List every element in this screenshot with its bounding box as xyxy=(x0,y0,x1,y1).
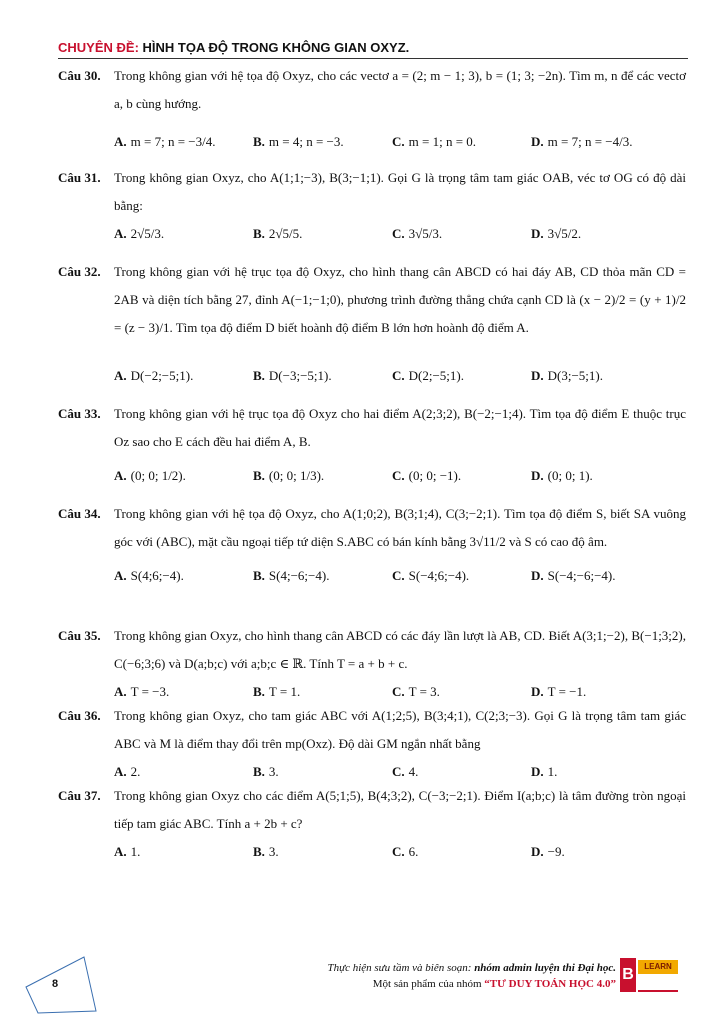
option-d: D. −9. xyxy=(531,844,565,859)
header-tag: CHUYÊN ĐỀ: xyxy=(58,40,139,55)
option-a: A. 2√5/3. xyxy=(114,226,165,241)
option-d: D. (0; 0; 1). xyxy=(531,468,593,483)
question-31 xyxy=(58,164,686,248)
question-number: Câu 34. xyxy=(58,506,101,521)
question-number: Câu 31. xyxy=(58,170,101,185)
header-title: HÌNH TỌA ĐỘ TRONG KHÔNG GIAN OXYZ. xyxy=(138,40,410,55)
question-34 xyxy=(58,500,686,590)
option-a: A. S(4;6;−4). xyxy=(114,568,184,583)
option-a: A. 2. xyxy=(114,764,141,779)
logo-letter: B xyxy=(620,958,636,992)
page-number: 8 xyxy=(52,978,59,990)
option-c: C. (0; 0; −1). xyxy=(392,468,462,483)
question-text: Trong không gian với hệ trục tọa độ Oxyz cho hai điểm A(2;3;2), B(−2;−1;4). Tìm tọa độ điểm E thuộc trục Oz sao cho E cách đều hai điểm A, B. xyxy=(114,406,686,449)
option-b: B. T = 1. xyxy=(253,684,301,699)
option-d: D. 1. xyxy=(531,764,558,779)
option-b: B. D(−3;−5;1). xyxy=(253,368,332,383)
option-c: C. 6. xyxy=(392,844,419,859)
option-b: B. 2√5/5. xyxy=(253,226,303,241)
option-d: D. m = 7; n = −4/3. xyxy=(531,134,633,149)
option-b: B. S(4;−6;−4). xyxy=(253,568,330,583)
question-text: Trong không gian với hệ tọa độ Oxyz, cho A(1;0;2), B(3;1;4), C(3;−2;1). Tìm tọa độ điểm S, biết SA vuông góc với (ABC), mặt cầu ngoại tiếp tứ diện S.ABC có bán kính bằng 3√11/2 và S có cao độ âm. xyxy=(114,506,686,549)
question-number: Câu 32. xyxy=(58,264,101,279)
question-number: Câu 37. xyxy=(58,788,101,803)
option-b: B. m = 4; n = −3. xyxy=(253,134,344,149)
logo-word: LEARN xyxy=(638,960,678,974)
question-text: Trong không gian Oxyz, cho tam giác ABC với A(1;2;5), B(3;4;1), C(2;3;−3). Gọi G là trọng tâm tam giác ABC và M là điểm thay đổi trên mp(Oxz). Độ dài GM ngắn nhất bằng xyxy=(114,708,686,751)
question-36 xyxy=(58,702,686,786)
question-number: Câu 35. xyxy=(58,628,101,643)
option-a: A. T = −3. xyxy=(114,684,170,699)
question-text: Trong không gian Oxyz, cho hình thang cân ABCD có các đáy lần lượt là AB, CD. Biết A(3;1;−2), B(−1;3;2), C(−6;3;6) và D(a;b;c) với a;b;c ∈ ℝ. Tính T = a + b + c. xyxy=(114,628,686,671)
option-d: D. 3√5/2. xyxy=(531,226,582,241)
question-30 xyxy=(58,62,686,156)
option-d: D. S(−4;−6;−4). xyxy=(531,568,616,583)
logo-underline xyxy=(638,978,678,992)
credit-line-1: Thực hiện sưu tầm và biên soạn: nhóm admin luyện thi Đại học. xyxy=(327,962,616,974)
question-35 xyxy=(58,622,686,706)
blearn-logo xyxy=(620,958,680,994)
question-text: Trong không gian với hệ trục tọa độ Oxyz, cho hình thang cân ABCD có hai đáy AB, CD thỏa mãn CD = 2AB và diện tích bằng 27, đỉnh A(−1;−1;0), phương trình đường thẳng chứa cạnh CD là (x − 2)/2 = (y + 1)/2 = (z − 3)/1. Tìm tọa độ điểm D biết hoành độ điểm B lớn hơn hoành độ điểm A. xyxy=(114,264,686,335)
question-text: Trong không gian với hệ tọa độ Oxyz, cho các vectơ a = (2; m − 1; 3), b = (1; 3; −2n). Tìm m, n để các vectơ a, b cùng hướng. xyxy=(114,68,686,111)
option-c: C. D(2;−5;1). xyxy=(392,368,464,383)
question-number: Câu 33. xyxy=(58,406,101,421)
option-b: B. (0; 0; 1/3). xyxy=(253,468,325,483)
option-d: D. T = −1. xyxy=(531,684,587,699)
page-header xyxy=(58,40,688,55)
question-number: Câu 36. xyxy=(58,708,101,723)
option-b: B. 3. xyxy=(253,844,279,859)
question-text: Trong không gian Oxyz, cho A(1;1;−3), B(3;−1;1). Gọi G là trọng tâm tam giác OAB, véc tơ OG có độ dài bằng: xyxy=(114,170,686,213)
option-c: C. S(−4;6;−4). xyxy=(392,568,470,583)
option-a: A. (0; 0; 1/2). xyxy=(114,468,186,483)
option-c: C. 3√5/3. xyxy=(392,226,443,241)
option-c: C. 4. xyxy=(392,764,419,779)
header-rule xyxy=(58,58,688,59)
question-32 xyxy=(58,258,686,390)
option-a: A. 1. xyxy=(114,844,141,859)
question-number: Câu 30. xyxy=(58,68,101,83)
question-text: Trong không gian Oxyz cho các điểm A(5;1;5), B(4;3;2), C(−3;−2;1). Điểm I(a;b;c) là tâm đường tròn ngoại tiếp tam giác ABC. Tính a + 2b + c? xyxy=(114,788,686,831)
option-b: B. 3. xyxy=(253,764,279,779)
option-a: A. m = 7; n = −3/4. xyxy=(114,134,216,149)
question-33 xyxy=(58,400,686,490)
page-number-triangle-icon xyxy=(22,955,98,1015)
option-a: A. D(−2;−5;1). xyxy=(114,368,194,383)
option-d: D. D(3;−5;1). xyxy=(531,368,603,383)
credit-line-2: Một sản phẩm của nhóm “TƯ DUY TOÁN HỌC 4.0” xyxy=(372,978,616,990)
option-c: C. T = 3. xyxy=(392,684,440,699)
question-37 xyxy=(58,782,686,866)
option-c: C. m = 1; n = 0. xyxy=(392,134,477,149)
